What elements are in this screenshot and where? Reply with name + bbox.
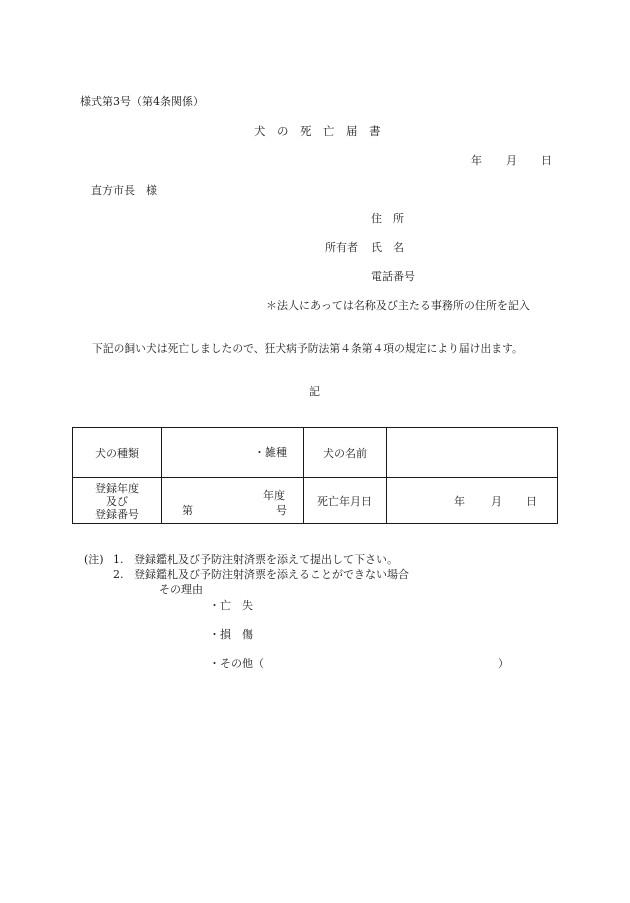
phone-label: 電話番号 (371, 270, 415, 283)
breed-value-cell[interactable] (162, 428, 304, 478)
death-year-label: 年 (454, 495, 465, 508)
registration-year-unit: 年度 (263, 489, 285, 502)
reason-other-close: ） (498, 657, 509, 670)
page-title: 犬 の 死 亡 届 書 (254, 124, 381, 138)
date-year-label: 年 (471, 154, 482, 167)
breed-label-cell (73, 428, 162, 478)
statement-text: 下記の飼い犬は死亡しましたので、狂犬病予防法第４条第４項の規定により届け出ます。 (92, 342, 523, 355)
name-label: 氏 名 (371, 241, 404, 254)
registration-label-line1: 登録年度 (95, 482, 139, 495)
dog-name-value-cell[interactable] (387, 428, 558, 478)
dog-name-label: 犬の名前 (323, 446, 367, 460)
note2-text: 登録鑑札及び予防注射済票を添えることができない場合 (134, 568, 409, 581)
reason-label: その理由 (159, 583, 203, 596)
note1-number: 1. (113, 553, 124, 566)
note1-text: 登録鑑札及び予防注射済票を添えて提出して下さい。 (134, 553, 398, 566)
death-month-label: 月 (491, 495, 502, 508)
reason-other[interactable]: ・その他（ (209, 657, 264, 670)
date-day-label: 日 (541, 154, 552, 167)
dog-name-label-cell (304, 428, 387, 478)
note2-number: 2. (113, 568, 124, 581)
death-date-value-cell[interactable] (387, 478, 558, 524)
notes-prefix: (注) (84, 553, 104, 566)
address-label: 住 所 (371, 212, 404, 225)
table-row (73, 478, 558, 524)
registration-dai: 第 (182, 504, 193, 517)
form-number: 様式第3号（第4条関係） (80, 95, 204, 108)
reason-damaged[interactable]: ・損 傷 (209, 628, 253, 641)
corporate-note: ＊法人にあっては名称及び主たる事務所の住所を記入 (266, 299, 530, 312)
registration-label-line2: 及び (106, 495, 128, 508)
dog-info-table (72, 427, 558, 524)
date-month-label: 月 (506, 154, 517, 167)
owner-label: 所有者 (325, 241, 358, 254)
table-row (73, 428, 558, 478)
registration-label-cell (73, 478, 162, 524)
breed-label: 犬の種類 (95, 446, 139, 460)
mixed-breed-label: ・雑種 (254, 446, 287, 459)
death-date-label-cell (304, 478, 387, 524)
death-date-label: 死亡年月日 (317, 495, 372, 508)
addressee: 直方市長 様 (91, 184, 157, 197)
registration-value-cell[interactable] (162, 478, 304, 524)
ki-heading: 記 (309, 385, 320, 398)
registration-go: 号 (276, 504, 287, 517)
death-day-label: 日 (526, 495, 537, 508)
reason-lost[interactable]: ・亡 失 (209, 599, 253, 612)
registration-label-line3: 登録番号 (95, 508, 139, 521)
